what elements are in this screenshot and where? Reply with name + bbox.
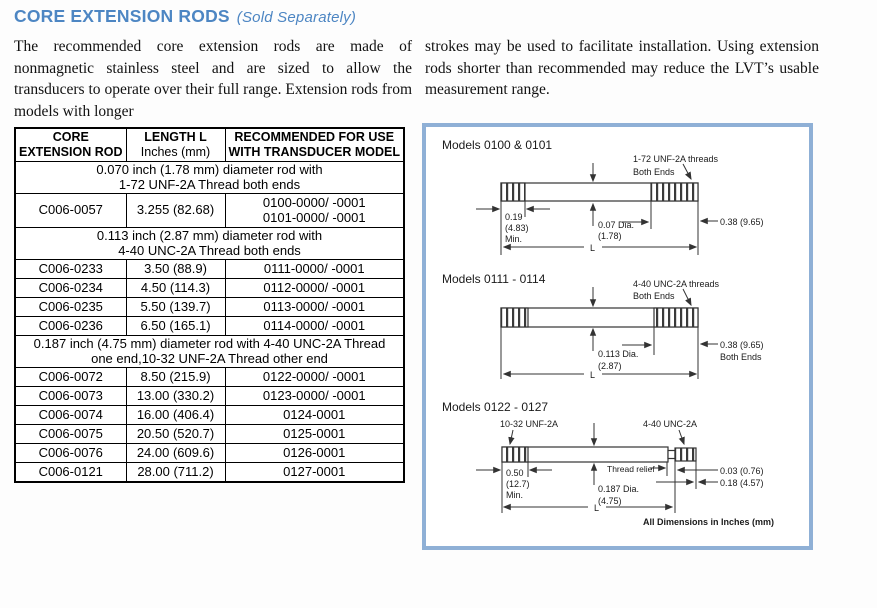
cell-length: 20.50 (520.7) (126, 425, 225, 444)
header-line: Inches (mm) (140, 145, 211, 159)
page-title-text: CORE EXTENSION RODS (14, 6, 230, 26)
dim-label: (2.87) (598, 361, 622, 371)
dim-label: 0.18 (4.57) (720, 478, 764, 488)
cell-rod: C006-0235 (15, 298, 126, 317)
cell-rod: C006-0076 (15, 444, 126, 463)
section-line: one end,10-32 UNF-2A Thread other end (91, 350, 328, 366)
thread-callout-arrow (679, 430, 684, 444)
dim-label: (4.75) (598, 496, 622, 506)
thread-label: 4-40 UNC-2A threads (633, 279, 720, 289)
cell-models: 0124-0001 (225, 406, 404, 425)
cell-models (225, 194, 404, 228)
intro-paragraph-left: The recommended core extension rods are made of nonmagnetic stainless steel and are sized to allow the transducers to operate over their full range. Extension rods from models with longer (14, 38, 412, 120)
cell-length: 4.50 (114.3) (126, 279, 225, 298)
dim-label: (4.83) (505, 223, 529, 233)
table-row (15, 317, 404, 336)
thread-callout-arrow (683, 164, 691, 179)
header-line: WITH TRANSDUCER MODEL (228, 145, 400, 159)
section-line: 0.113 inch (2.87 mm) diameter rod with (96, 228, 323, 243)
diagram-models-0100-0101 (442, 138, 764, 255)
rod-diagrams (426, 127, 809, 546)
table-row (15, 194, 404, 228)
diagram-models-0111-0114 (442, 272, 764, 380)
cell-rod: C006-0057 (15, 194, 126, 228)
thread-label: 10-32 UNF-2A (500, 419, 559, 429)
dim-label: (1.78) (598, 231, 622, 241)
section-line: 0.187 inch (4.75 mm) diameter rod with 4-40 UNC-2A Thread (33, 336, 386, 351)
thread-section-right (654, 308, 698, 327)
cell-models: 0111-0000/ -0001 (225, 260, 404, 279)
intro-paragraph-right: strokes may be used to facilitate installation. Using extension rods shorter than recommended may reduce the LVT’s usable measurement range. (425, 38, 819, 98)
dim-label: 0.113 Dia. (598, 349, 639, 359)
length-label: L (594, 503, 600, 513)
length-label: L (590, 243, 596, 253)
page-title (14, 6, 356, 27)
thread-section-left (501, 183, 525, 201)
cell-models: 0112-0000/ -0001 (225, 279, 404, 298)
table-header-row (15, 128, 404, 162)
cell-length: 5.50 (139.7) (126, 298, 225, 317)
dim-label: 0.38 (9.65) (720, 340, 764, 350)
section-cell (15, 228, 404, 260)
section-row-0070 (15, 162, 404, 194)
table-row (15, 279, 404, 298)
table-row (15, 260, 404, 279)
thread-section-right (675, 448, 696, 461)
section-cell (15, 336, 404, 368)
diagram-title: Models 0100 & 0101 (442, 138, 553, 152)
cell-models: 0122-0000/ -0001 (225, 368, 404, 387)
section-line: 1-72 UNF-2A Thread both ends (118, 176, 301, 192)
cell-rod: C006-0236 (15, 317, 126, 336)
diagram-panel (422, 123, 813, 550)
cell-length: 8.50 (215.9) (126, 368, 225, 387)
section-line: 4-40 UNC-2A Thread both ends (118, 242, 301, 258)
dim-label: 0.50 (506, 468, 524, 478)
cell-length: 3.50 (88.9) (126, 260, 225, 279)
cell-models: 0114-0000/ -0001 (225, 317, 404, 336)
thread-section-left (501, 308, 528, 327)
cell-rod: C006-0121 (15, 463, 126, 483)
thread-relief-neck (668, 451, 675, 459)
core-extension-rod-table (14, 127, 405, 483)
dim-label: 0.38 (9.65) (720, 217, 764, 227)
dim-label: Both Ends (720, 352, 762, 362)
cell-length: 24.00 (609.6) (126, 444, 225, 463)
thread-label: 1-72 UNF-2A threads (633, 154, 719, 164)
header-line: EXTENSION ROD (19, 145, 123, 159)
thread-callout-arrow (683, 289, 691, 305)
dim-label: 0.19 (505, 212, 523, 222)
header-line: CORE (52, 130, 89, 144)
thread-section-left (502, 447, 528, 462)
cell-rod: C006-0234 (15, 279, 126, 298)
thread-label: Both Ends (633, 291, 675, 301)
diagram-models-0122-0127 (442, 400, 774, 527)
header-core-extension-rod (15, 128, 126, 162)
header-recommended-model (225, 128, 404, 162)
table-row (15, 298, 404, 317)
dim-label: (12.7) (506, 479, 530, 489)
thread-section-right (651, 183, 698, 201)
cell-length: 28.00 (711.2) (126, 463, 225, 483)
cell-rod: C006-0074 (15, 406, 126, 425)
table-row (15, 463, 404, 483)
page-subtitle: (Sold Separately) (236, 9, 357, 26)
section-line: 0.070 inch (1.78 mm) diameter rod with (96, 162, 323, 177)
header-line: LENGTH L (144, 130, 207, 144)
cell-model-line: 0100-0000/ -0001 (262, 195, 366, 210)
cell-models: 0126-0001 (225, 444, 404, 463)
table-row (15, 425, 404, 444)
header-length (126, 128, 225, 162)
cell-models: 0123-0000/ -0001 (225, 387, 404, 406)
section-row-0113 (15, 228, 404, 260)
dim-label: 0.187 Dia. (598, 484, 640, 494)
cell-rod: C006-0072 (15, 368, 126, 387)
dimensions-footnote: All Dimensions in Inches (mm) (643, 517, 775, 527)
table-row (15, 444, 404, 463)
thread-label: Both Ends (633, 167, 675, 177)
dim-label: 0.07 Dia. (598, 220, 635, 230)
section-row-0187 (15, 336, 404, 368)
diagram-title: Models 0111 - 0114 (442, 272, 546, 286)
table-row (15, 406, 404, 425)
dim-label: Min. (506, 490, 524, 500)
cell-rod: C006-0075 (15, 425, 126, 444)
cell-length: 3.255 (82.68) (126, 194, 225, 228)
cell-length: 16.00 (406.4) (126, 406, 225, 425)
diagram-title: Models 0122 - 0127 (442, 400, 549, 414)
cell-models: 0127-0001 (225, 463, 404, 483)
thread-relief-label: Thread relief (607, 464, 655, 474)
dim-label: Min. (505, 234, 523, 244)
cell-rod: C006-0233 (15, 260, 126, 279)
length-label: L (590, 370, 596, 380)
cell-models: 0113-0000/ -0001 (225, 298, 404, 317)
cell-length: 6.50 (165.1) (126, 317, 225, 336)
dim-label: 0.03 (0.76) (720, 466, 764, 476)
cell-models: 0125-0001 (225, 425, 404, 444)
table-row (15, 368, 404, 387)
cell-model-line: 0101-0000/ -0001 (262, 209, 366, 225)
thread-callout-arrow (510, 430, 513, 444)
cell-rod: C006-0073 (15, 387, 126, 406)
cell-length: 13.00 (330.2) (126, 387, 225, 406)
table-row (15, 387, 404, 406)
section-cell (15, 162, 404, 194)
thread-label: 4-40 UNC-2A (643, 419, 698, 429)
header-line: RECOMMENDED FOR USE (234, 130, 395, 144)
